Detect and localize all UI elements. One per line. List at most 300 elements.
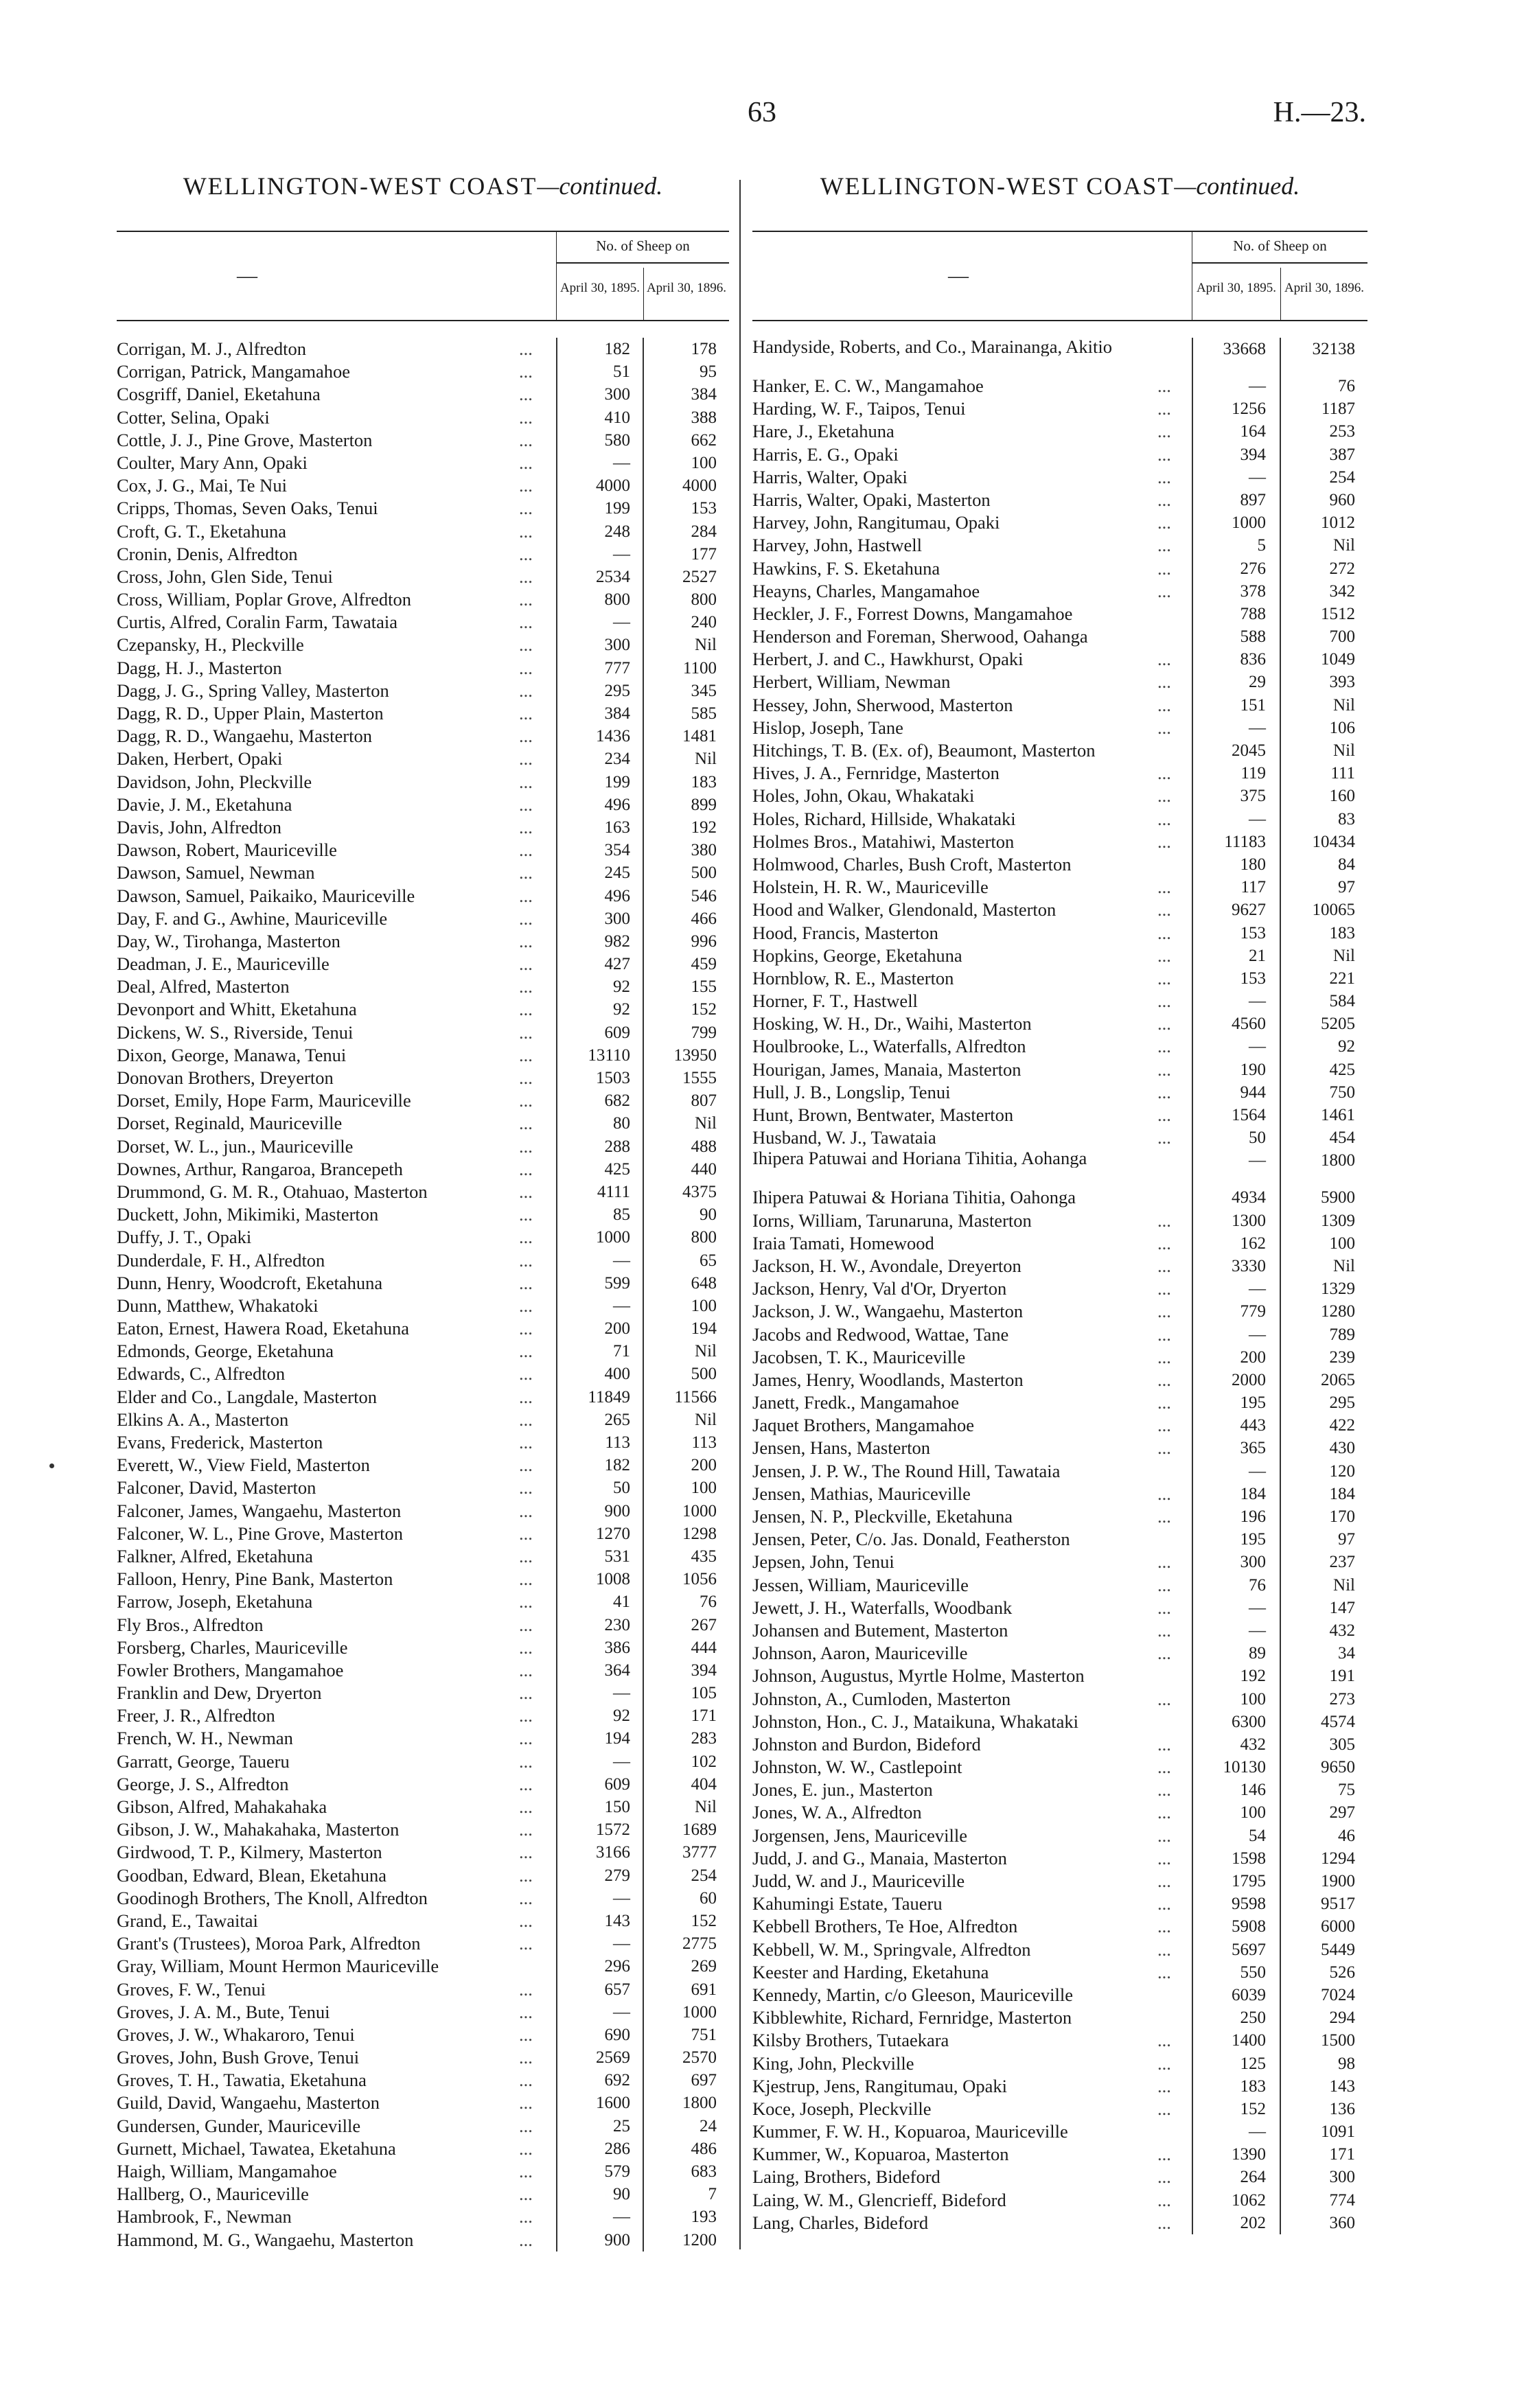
leader-dots: ...: [519, 1318, 533, 1339]
table-row: [752, 922, 1367, 945]
sheep-1895: 609: [604, 1023, 630, 1042]
table-row: [117, 2046, 729, 2069]
entry-name: Jackson, H. W., Avondale, Dreyerton: [752, 1255, 1021, 1276]
entry-name: French, W. H., Newman: [117, 1728, 293, 1749]
table-row: [117, 907, 729, 930]
sheep-1896: 807: [691, 1091, 717, 1111]
sheep-1895: 11183: [1224, 832, 1266, 851]
entry-name: Holmwood, Charles, Bush Croft, Masterton: [752, 853, 1072, 875]
sheep-1896: 240: [691, 613, 717, 632]
entry-name: Duckett, John, Mikimiki, Masterton: [117, 1204, 379, 1225]
table-row: [752, 1825, 1367, 1847]
sheep-1895: 300: [1240, 1553, 1266, 1572]
entry-name: Lang, Charles, Bideford: [752, 2212, 929, 2233]
leader-dots: ...: [1157, 1369, 1171, 1390]
table-row: [117, 1386, 729, 1409]
sheep-1896: 440: [691, 1159, 717, 1179]
entry-name: Horner, F. T., Hastwell: [752, 991, 918, 1012]
sheep-1895: 162: [1240, 1234, 1266, 1253]
table-row: [752, 1961, 1367, 1984]
sheep-1896: 98: [1338, 2054, 1355, 2073]
sheep-1896: 4574: [1321, 1712, 1355, 1731]
table-row: [752, 876, 1367, 899]
table-row: [117, 1317, 729, 1340]
table-row: [117, 953, 729, 975]
entry-name: Jaquet Brothers, Mangamahoe: [752, 1415, 975, 1436]
entry-name: Dorset, Reginald, Mauriceville: [117, 1113, 343, 1134]
sheep-1896: 1200: [682, 2230, 717, 2249]
leader-dots: ...: [1157, 1392, 1171, 1413]
sheep-1896: 2527: [682, 567, 717, 586]
sheep-1895: 1270: [596, 1524, 630, 1543]
leader-dots: ...: [1157, 671, 1171, 693]
sheep-count-header: No. of Sheep on: [1233, 238, 1327, 254]
table-row: [752, 2166, 1367, 2188]
leader-dots: ...: [1157, 808, 1171, 829]
entry-name: Harding, W. F., Taipos, Tenui: [752, 398, 966, 419]
entry-name: Harvey, John, Hastwell: [752, 535, 923, 556]
table-row: [117, 520, 729, 543]
leader-dots: ...: [519, 907, 533, 929]
table-row: [117, 1226, 729, 1249]
sheep-1895: 152: [1240, 2099, 1266, 2118]
leader-dots: ...: [519, 1113, 533, 1134]
sheep-1895: 609: [604, 1774, 630, 1794]
sheep-1895: 184: [1240, 1484, 1266, 1503]
sheep-1895: 588: [1240, 627, 1266, 647]
table-row: [117, 1409, 729, 1431]
sheep-1895: 897: [1240, 490, 1266, 509]
entry-name: Hammond, M. G., Wangaehu, Masterton: [117, 2229, 414, 2250]
sheep-1896: 404: [691, 1774, 717, 1794]
sheep-1896: 394: [691, 1660, 717, 1680]
sheep-1896: 160: [1329, 787, 1355, 806]
sheep-1896: 297: [1329, 1803, 1355, 1822]
sheep-1896: 7024: [1321, 1985, 1355, 2004]
table-row: [117, 1021, 729, 1044]
sheep-1896: 700: [1329, 627, 1355, 647]
leader-dots: ...: [1157, 1619, 1171, 1641]
sheep-1895: —: [613, 2002, 630, 2022]
sheep-1896: 789: [1329, 1325, 1355, 1344]
sheep-1895: —: [1249, 1325, 1266, 1344]
table-row: [117, 1659, 729, 1682]
sheep-1895: —: [613, 1251, 630, 1270]
table-row: [117, 1431, 729, 1454]
sheep-1896: 24: [700, 2116, 717, 2135]
table-row: [752, 808, 1367, 831]
section-title-suffix: —continued.: [1174, 172, 1300, 200]
entry-name: Cox, J. G., Mai, Te Nui: [117, 475, 287, 496]
table-row: [117, 1203, 729, 1226]
leader-dots: ...: [1157, 694, 1171, 715]
section-title-text: WELLINGTON-WEST COAST: [183, 172, 538, 200]
sheep-1896: 466: [691, 909, 717, 928]
table-row: [117, 1978, 729, 2001]
sheep-1896: 192: [691, 818, 717, 837]
sheep-1896: 254: [691, 1866, 717, 1885]
sheep-1895: 982: [604, 931, 630, 951]
leader-dots: ...: [1157, 1058, 1171, 1080]
entry-name: Gundersen, Gunder, Mauriceville: [117, 2115, 361, 2136]
entry-name: Kebbell, W. M., Springvale, Alfredton: [752, 1938, 1031, 1960]
leader-dots: ...: [519, 703, 533, 723]
sheep-1896: 9517: [1321, 1895, 1355, 1914]
table-row: [752, 1437, 1367, 1459]
sheep-1896: 269: [691, 1957, 717, 1976]
entry-name: Dagg, R. D., Upper Plain, Masterton: [117, 703, 384, 723]
leader-dots: ...: [519, 1636, 533, 1658]
sheep-1895: 777: [604, 658, 630, 678]
entry-name: Groves, F. W., Tenui: [117, 1978, 266, 2000]
entry-name: Dorset, Emily, Hope Farm, Mauriceville: [117, 1090, 411, 1111]
leader-dots: ...: [519, 1158, 533, 1179]
leader-dots: ...: [1157, 2166, 1171, 2188]
table-row: [117, 1887, 729, 1910]
table-row: [117, 474, 729, 497]
table-row: [752, 1104, 1367, 1126]
sheep-1895: 300: [604, 909, 630, 928]
table-row: [752, 2075, 1367, 2098]
table-row: [117, 497, 729, 520]
entry-name: Harris, Walter, Opaki: [752, 466, 908, 487]
sheep-1895: 1572: [596, 1820, 630, 1840]
section-title: [752, 172, 1367, 200]
leader-dots: ...: [1157, 1437, 1171, 1459]
sheep-1895: 1564: [1232, 1106, 1266, 1124]
sheep-1895: 836: [1240, 650, 1266, 669]
table-row: [117, 1112, 729, 1135]
table-row: [117, 816, 729, 839]
sheep-1896: 267: [691, 1615, 717, 1634]
table-row: [752, 2143, 1367, 2166]
sheep-1896: 95: [700, 362, 717, 382]
table-row: [117, 2160, 729, 2183]
leader-dots: ...: [519, 1978, 533, 2000]
table-row: [752, 603, 1367, 625]
sheep-1895: —: [1249, 467, 1266, 487]
entry-name: Davis, John, Alfredton: [117, 816, 281, 837]
table-row: [752, 990, 1367, 1012]
entry-name: Elder and Co., Langdale, Masterton: [117, 1386, 377, 1407]
leader-dots: ...: [1157, 1506, 1171, 1527]
sheep-1896: 11566: [674, 1387, 717, 1406]
table-row: [117, 1135, 729, 1158]
entry-name: Davidson, John, Pleckville: [117, 771, 312, 792]
table-row: [117, 1500, 729, 1523]
sheep-1895: 182: [604, 1456, 630, 1475]
table-row: [117, 930, 729, 953]
table-row: [752, 1597, 1367, 1619]
entry-name: Gibson, J. W., Mahakahaka, Masterton: [117, 1819, 400, 1840]
entry-name: Jacobsen, T. K., Mauriceville: [752, 1346, 966, 1367]
leader-dots: ...: [519, 543, 533, 564]
sheep-1895: 354: [604, 841, 630, 860]
entry-name: King, John, Pleckville: [752, 2052, 914, 2074]
leader-dots: ...: [519, 406, 533, 428]
entry-name: Kibblewhite, Richard, Fernridge, Masterton: [752, 2007, 1072, 2028]
sheep-1895: —: [1249, 1037, 1266, 1056]
sheep-1896: 1298: [682, 1524, 717, 1543]
sheep-1895: 4000: [596, 476, 630, 496]
entry-name: Drummond, G. M. R., Otahuao, Masterton: [117, 1181, 428, 1202]
table-row: [117, 2229, 729, 2251]
entry-name: Hourigan, James, Manaia, Masterton: [752, 1058, 1021, 1080]
leader-dots: ...: [519, 726, 533, 747]
table-row: [752, 853, 1367, 876]
table-row: [117, 1340, 729, 1363]
sheep-1895: —: [613, 453, 630, 472]
sheep-1895: 1062: [1232, 2190, 1266, 2210]
sheep-1896: 393: [1329, 673, 1355, 692]
table-row: [117, 2069, 729, 2092]
sheep-1896: 800: [691, 590, 717, 610]
table-row: [752, 375, 1367, 397]
sheep-1895: 117: [1240, 878, 1266, 897]
sheep-1896: 546: [691, 886, 717, 905]
leader-dots: ...: [519, 1409, 533, 1430]
entry-name: Edwards, C., Alfredton: [117, 1363, 286, 1385]
sheep-1896: 422: [1329, 1416, 1355, 1435]
entry-name: Dawson, Robert, Mauriceville: [117, 840, 337, 861]
table-row: [752, 1711, 1367, 1733]
table-header: [117, 231, 729, 321]
leader-dots: ...: [519, 498, 533, 519]
sheep-1895: —: [613, 1934, 630, 1954]
table-row: [752, 2052, 1367, 2075]
sheep-1896: 60: [700, 1888, 717, 1908]
sheep-1896: 106: [1329, 718, 1355, 737]
sheep-1895: 194: [604, 1729, 630, 1748]
sheep-1896: 113: [691, 1433, 717, 1452]
sheep-count-header-group: [1192, 232, 1367, 320]
sheep-1895: 4560: [1232, 1015, 1266, 1034]
sheep-1896: 459: [691, 955, 717, 974]
leader-dots: ...: [1157, 1346, 1171, 1367]
sheep-1896: 254: [1329, 467, 1355, 487]
leader-dots: ...: [1157, 649, 1171, 670]
table-row: [117, 452, 729, 474]
sheep-1895: 5: [1257, 536, 1266, 555]
leader-dots: ...: [519, 1363, 533, 1385]
table-row: [752, 1081, 1367, 1104]
leader-dots: ...: [519, 1135, 533, 1157]
sheep-1895: 50: [1249, 1128, 1266, 1148]
entry-name: Hessey, John, Sherwood, Masterton: [752, 694, 1013, 715]
leader-dots: ...: [519, 1591, 533, 1612]
sheep-1895: 76: [1249, 1575, 1266, 1595]
table-row: [117, 1158, 729, 1181]
entry-name: Koce, Joseph, Pleckville: [752, 2098, 932, 2119]
leader-dots: ...: [519, 634, 533, 656]
sheep-1895: 2045: [1232, 741, 1266, 760]
entry-name: Jackson, J. W., Wangaehu, Masterton: [752, 1301, 1024, 1322]
leader-dots: ...: [1157, 899, 1171, 921]
table-row: [752, 420, 1367, 443]
leader-dots: ...: [1157, 1938, 1171, 1960]
sheep-1895: —: [613, 544, 630, 564]
table-row: [117, 2183, 729, 2206]
leader-dots: ...: [1157, 2030, 1171, 2051]
sheep-1896: 84: [1338, 855, 1355, 874]
table-row: [752, 739, 1367, 762]
table-row: [752, 1733, 1367, 1756]
sheep-1895: 199: [604, 772, 630, 791]
leader-dots: ...: [1157, 1779, 1171, 1801]
entry-name: Harris, E. G., Opaki: [752, 443, 899, 465]
sheep-1895: 9627: [1232, 901, 1266, 920]
sheep-1895: 5908: [1232, 1917, 1266, 1936]
sheep-1895: —: [1249, 1280, 1266, 1299]
leader-dots: ...: [519, 1933, 533, 1954]
entry-name: Gray, William, Mount Hermon Mauriceville: [117, 1956, 439, 1977]
leader-dots: ...: [519, 2229, 533, 2250]
leader-dots: ...: [1157, 1104, 1171, 1125]
table-row: [117, 1932, 729, 1955]
sheep-1896: Nil: [695, 1410, 717, 1429]
entry-name: Kahumingi Estate, Taueru: [752, 1893, 943, 1914]
entry-name: Cottle, J. J., Pine Grove, Masterton: [117, 429, 373, 450]
table-row: [752, 1528, 1367, 1551]
leader-dots: ...: [519, 1249, 533, 1271]
leader-dots: ...: [1157, 2212, 1171, 2233]
table-row: [752, 1847, 1367, 1870]
entry-name: Day, W., Tirohanga, Masterton: [117, 930, 340, 951]
table-row: [752, 1801, 1367, 1824]
sheep-1895: 92: [613, 977, 630, 997]
leader-dots: ...: [519, 1523, 533, 1544]
sheep-1896: 1500: [1321, 2031, 1355, 2050]
sheep-1895: 202: [1240, 2213, 1266, 2232]
sheep-1896: 435: [691, 1547, 717, 1566]
leader-dots: ...: [519, 953, 533, 975]
sheep-count-header-group: [556, 232, 729, 320]
entry-name: Falloon, Henry, Pine Bank, Masterton: [117, 1568, 393, 1590]
sheep-1896: 191: [1329, 1667, 1355, 1686]
entry-name: Dawson, Samuel, Paikaiko, Mauriceville: [117, 885, 415, 906]
sheep-1896: 387: [1329, 445, 1355, 464]
sheep-1895: 10130: [1223, 1758, 1266, 1777]
entry-name: Dunderdale, F. H., Alfredton: [117, 1249, 325, 1271]
sheep-1895: 900: [604, 1501, 630, 1520]
sheep-1895: —: [1249, 1461, 1266, 1481]
leader-dots: ...: [519, 361, 533, 382]
sheep-1895: 183: [1240, 2076, 1266, 2096]
sheep-1895: 286: [604, 2139, 630, 2158]
sheep-1896: 1481: [682, 727, 717, 746]
leader-dots: ...: [519, 1272, 533, 1293]
entry-name: Jensen, J. P. W., The Round Hill, Tawataia: [752, 1460, 1061, 1481]
sheep-1895: 245: [604, 864, 630, 883]
entry-name: Jackson, Henry, Val d'Or, Dryerton: [752, 1278, 1007, 1299]
sheep-1895: 1000: [596, 1228, 630, 1247]
sheep-1896: Nil: [1333, 946, 1355, 965]
entry-name: Dawson, Samuel, Newman: [117, 862, 315, 883]
entry-name: Husband, W. J., Tawataia: [752, 1127, 936, 1148]
sheep-1896: 1280: [1321, 1302, 1355, 1321]
table-row: [752, 1391, 1367, 1414]
sheep-1896: 2065: [1321, 1370, 1355, 1389]
leader-dots: ...: [1157, 1871, 1171, 1891]
table-row: [752, 1186, 1367, 1209]
sheep-1895: 92: [613, 1000, 630, 1019]
sheep-1896: 178: [691, 340, 717, 358]
table-row: [117, 1477, 729, 1499]
sheep-1896: 500: [691, 1365, 717, 1384]
entry-name: Johnston and Burdon, Bideford: [752, 1733, 981, 1755]
entry-name: Johnson, Augustus, Myrtle Holme, Masterton: [752, 1665, 1085, 1687]
leader-dots: ...: [1157, 2189, 1171, 2210]
leader-dots: ...: [1157, 1733, 1171, 1755]
entry-name: Evans, Frederick, Masterton: [117, 1432, 323, 1452]
entry-name: Laing, Brothers, Bideford: [752, 2166, 940, 2188]
sheep-1896: 444: [691, 1638, 717, 1657]
sheep-1895: 3166: [596, 1843, 630, 1862]
entry-name: Hallberg, O., Mauriceville: [117, 2184, 309, 2205]
leader-dots: ...: [1157, 1301, 1171, 1322]
entry-name: Corrigan, Patrick, Mangamahoe: [117, 361, 350, 382]
table-row: [117, 406, 729, 429]
table-row: [117, 611, 729, 634]
sheep-1896: 7: [708, 2185, 717, 2204]
table-row: [117, 680, 729, 702]
page-number: 63: [748, 97, 776, 128]
entry-name: Eaton, Ernest, Hawera Road, Eketahuna: [117, 1318, 410, 1339]
table-row: [117, 1841, 729, 1864]
sheep-1895: 6300: [1232, 1712, 1266, 1731]
sheep-1895: 296: [604, 1957, 630, 1976]
table-row: [117, 839, 729, 861]
sheep-1895: 375: [1240, 787, 1266, 806]
sheep-1895: 531: [604, 1547, 630, 1566]
leader-dots: ...: [1157, 1893, 1171, 1914]
sheep-1895: 427: [604, 955, 630, 974]
entry-name: Jewett, J. H., Waterfalls, Woodbank: [752, 1597, 1013, 1618]
sheep-1896: 177: [691, 544, 717, 564]
sheep-1896: 295: [1329, 1393, 1355, 1413]
leader-dots: ...: [1157, 1127, 1171, 1148]
sheep-1895: 71: [613, 1342, 630, 1361]
sheep-1895: 200: [1240, 1347, 1266, 1367]
table-row: [752, 899, 1367, 921]
sheep-1895: 113: [605, 1433, 630, 1452]
sheep-1895: 195: [1240, 1393, 1266, 1413]
entry-name: Dunn, Henry, Woodcroft, Eketahuna: [117, 1272, 383, 1293]
table-row: [752, 1126, 1367, 1149]
sheep-1896: 283: [691, 1729, 717, 1748]
sheep-1895: 2000: [1232, 1370, 1266, 1389]
leader-dots: ...: [519, 566, 533, 587]
entry-name: Ihipera Patuwai & Horiana Tihitia, Oahonga: [752, 1187, 1076, 1208]
section-title-text: WELLINGTON-WEST COAST: [820, 172, 1175, 200]
sheep-1896: Nil: [695, 636, 717, 655]
table-row: [117, 2138, 729, 2160]
table-row: [117, 543, 729, 566]
entry-name: Johnston, Hon., C. J., Mataikuna, Whakataki: [752, 1711, 1078, 1732]
table-row: [117, 702, 729, 725]
right-column: [752, 172, 1367, 2234]
entry-name: Harris, Walter, Opaki, Masterton: [752, 489, 991, 510]
table-row: [752, 1483, 1367, 1505]
leader-dots: ...: [519, 2047, 533, 2068]
table-row: [117, 998, 729, 1021]
sheep-1896: 1309: [1321, 1211, 1355, 1230]
leader-dots: ...: [1157, 1255, 1171, 1276]
entry-name: Ihipera Patuwai and Horiana Tihitia, Aohanga: [752, 1149, 1087, 1168]
leader-dots: ...: [519, 1659, 533, 1680]
table-row: [752, 1984, 1367, 2006]
table-row: [752, 1012, 1367, 1035]
